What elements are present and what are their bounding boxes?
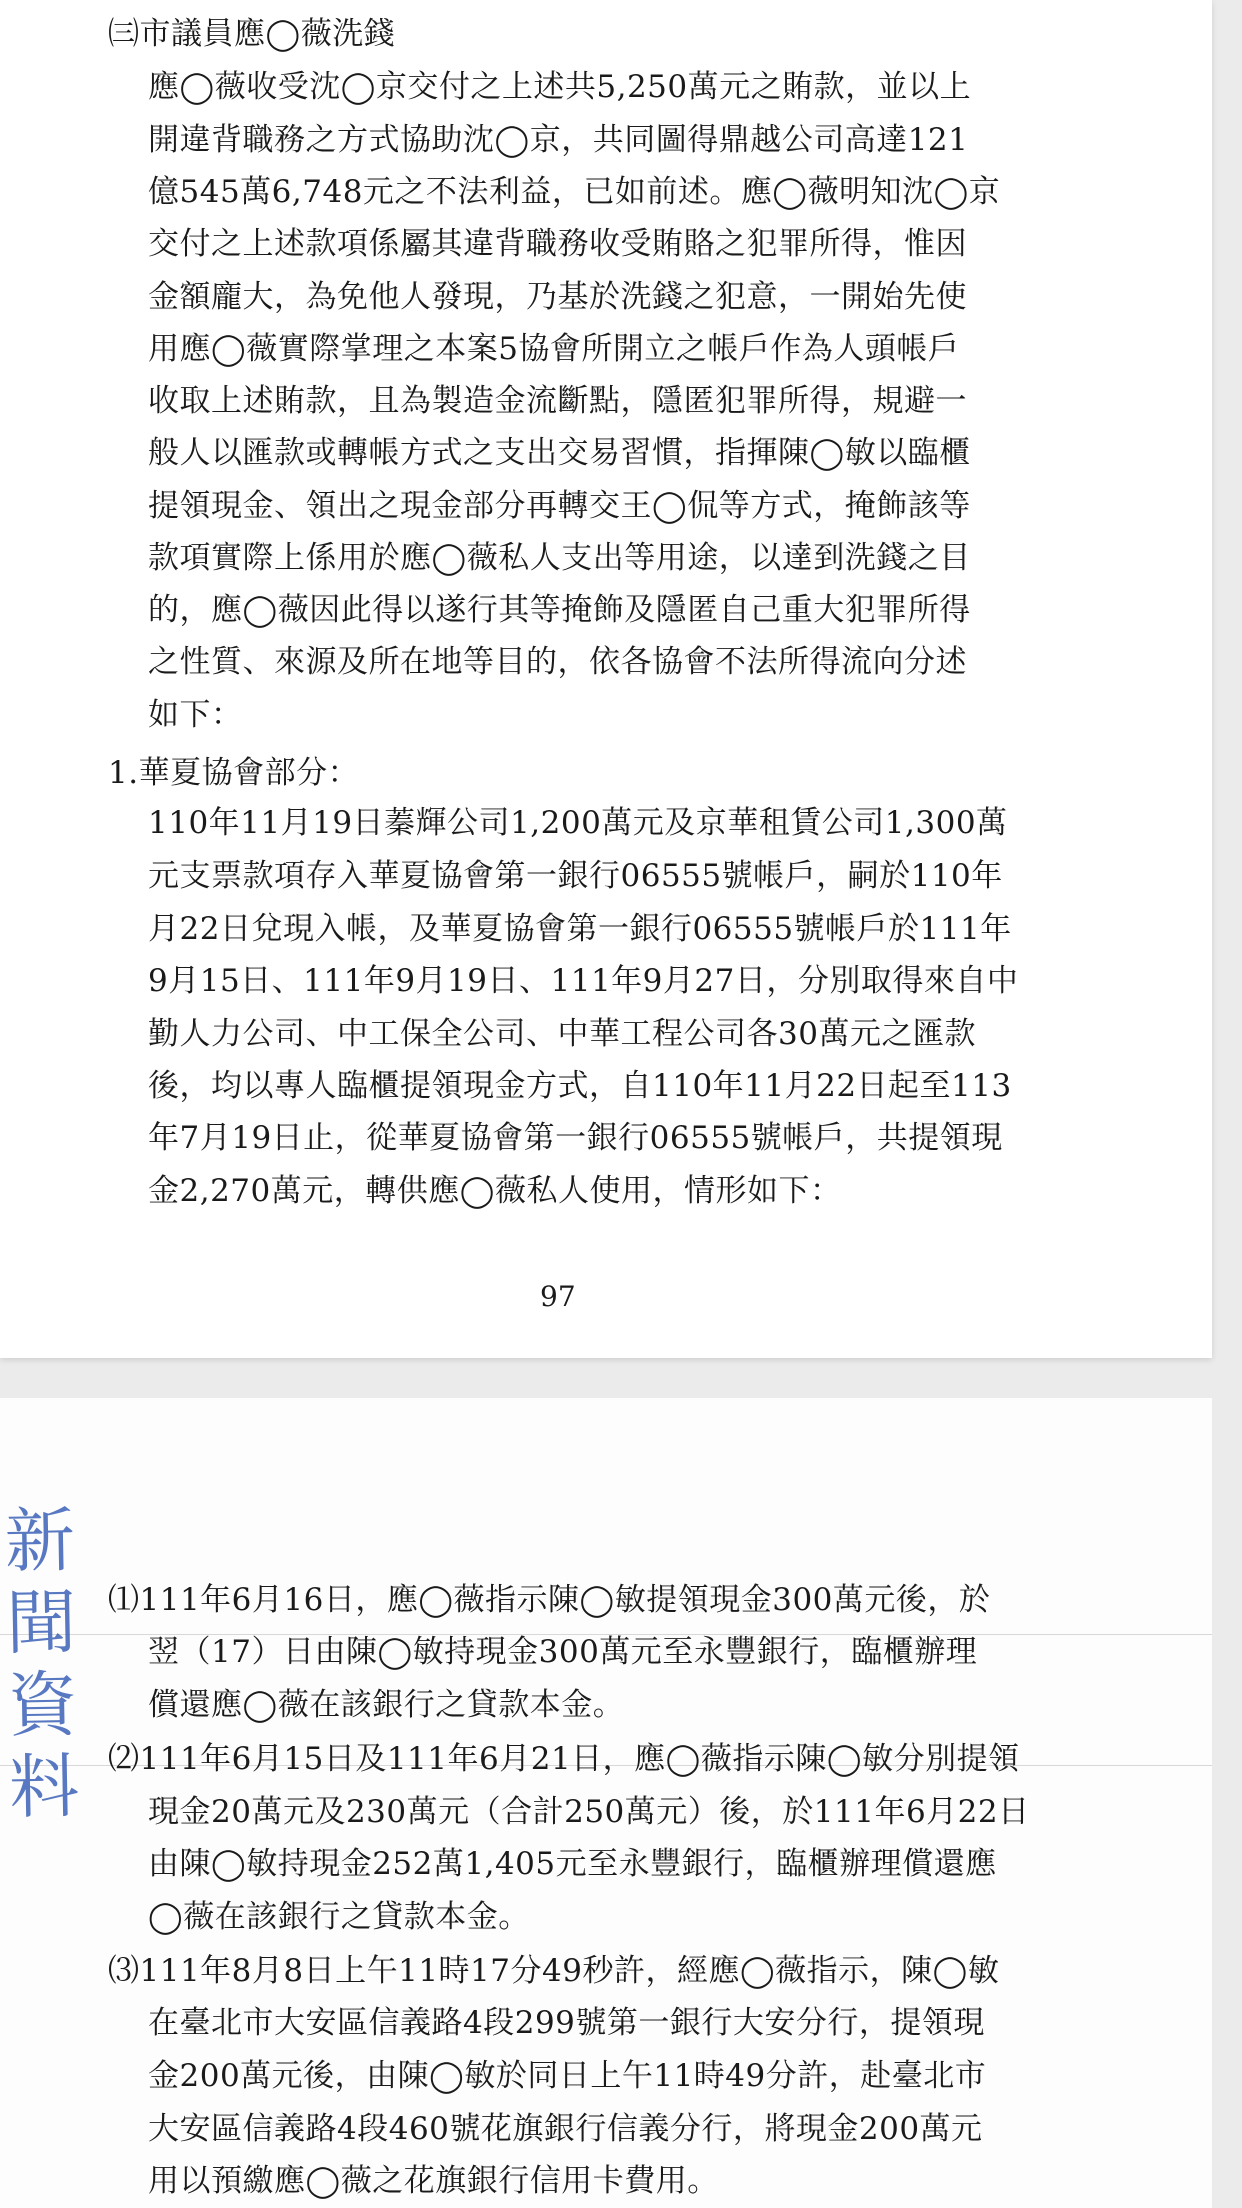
list-item-2: ⑵111年6月15日及111年6月21日，應◯薇指示陳◯敏分別提領 [108,1741,1020,1777]
paragraph-line: 交付之上述款項係屬其違背職務收受賄賂之犯罪所得，惟因 [148,226,967,262]
page-number: 97 [540,1280,576,1313]
paragraph-line: 億545萬6,748元之不法利益，已如前述。應◯薇明知沈◯京 [148,174,1001,210]
paragraph-line: 用應◯薇實際掌理之本案5協會所開立之帳戶作為人頭帳戶 [148,331,960,367]
paragraph-line: 般人以匯款或轉帳方式之支出交易習慣，指揮陳◯敏以臨櫃 [148,435,971,471]
subsection-line: 9月15日、111年9月19日、111年9月27日，分別取得來自中 [148,963,1019,999]
news-material-stamp [0,1499,85,1828]
paragraph-line: 應◯薇收受沈◯京交付之上述共5,250萬元之賄款，並以上 [148,69,972,105]
stamp-char: 資 [7,1663,79,1747]
paragraph-line: 如下： [148,697,243,733]
section-heading: ㈢市議員應◯薇洗錢 [108,16,396,52]
paragraph-line: 的，應◯薇因此得以遂行其等掩飾及隱匿自己重大犯罪所得 [148,592,971,628]
stamp-char: 聞 [5,1581,77,1665]
stamp-char: 新 [4,1499,76,1583]
stamp-char: 料 [8,1745,80,1829]
paragraph-line: 收取上述賄款，且為製造金流斷點，隱匿犯罪所得，規避一 [148,383,967,419]
subsection-line: 後，均以專人臨櫃提領現金方式，自110年11月22日起至113 [148,1068,1012,1104]
subsection-line: 年7月19日止，從華夏協會第一銀行06555號帳戶，共提領現 [148,1120,1003,1156]
list-item-3-line: 用以預繳應◯薇之花旗銀行信用卡費用。 [148,2163,719,2199]
list-item-3-line: 在臺北市大安區信義路4段299號第一銀行大安分行，提領現 [148,2005,985,2041]
list-item-1-line: 償還應◯薇在該銀行之貸款本金。 [148,1687,625,1723]
subsection-line: 元支票款項存入華夏協會第一銀行06555號帳戶，嗣於110年 [148,858,1003,894]
subsection-line: 金2,270萬元，轉供應◯薇私人使用，情形如下： [148,1173,842,1209]
paragraph-line: 提領現金、領出之現金部分再轉交王◯侃等方式，掩飾該等 [148,488,971,524]
list-item-3-line: 金200萬元後，由陳◯敏於同日上午11時49分許，赴臺北市 [148,2058,987,2094]
list-item-3: ⑶111年8月8日上午11時17分49秒許，經應◯薇指示，陳◯敏 [108,1953,1000,1989]
paragraph-line: 金額龐大，為免他人發現，乃基於洗錢之犯意，一開始先使 [148,279,967,315]
document-page-98 [0,1398,1212,2208]
list-item-2-line: 現金20萬元及230萬元（合計250萬元）後，於111年6月22日 [148,1794,1030,1830]
subsection-line: 110年11月19日蓁輝公司1,200萬元及京華租賃公司1,300萬 [148,805,1008,841]
list-item-1-line: 翌（17）日由陳◯敏持現金300萬元至永豐銀行，臨櫃辦理 [148,1634,978,1670]
list-item-2-line: 由陳◯敏持現金252萬1,405元至永豐銀行，臨櫃辦理償還應 [148,1846,997,1882]
list-item-3-line: 大安區信義路4段460號花旗銀行信義分行，將現金200萬元 [148,2111,983,2147]
subsection-line: 勤人力公司、中工保全公司、中華工程公司各30萬元之匯款 [148,1016,976,1052]
list-item-1: ⑴111年6月16日，應◯薇指示陳◯敏提領現金300萬元後，於 [108,1582,991,1618]
subsection-heading: 1.華夏協會部分： [108,755,360,791]
list-item-2-line: ◯薇在該銀行之貸款本金。 [148,1899,530,1935]
subsection-line: 月22日兌現入帳，及華夏協會第一銀行06555號帳戶於111年 [148,911,1012,947]
paragraph-line: 之性質、來源及所在地等目的，依各協會不法所得流向分述 [148,644,967,680]
paragraph-line: 款項實際上係用於應◯薇私人支出等用途，以達到洗錢之目 [148,540,971,576]
paragraph-line: 開違背職務之方式協助沈◯京，共同圖得鼎越公司高達121 [148,122,969,158]
